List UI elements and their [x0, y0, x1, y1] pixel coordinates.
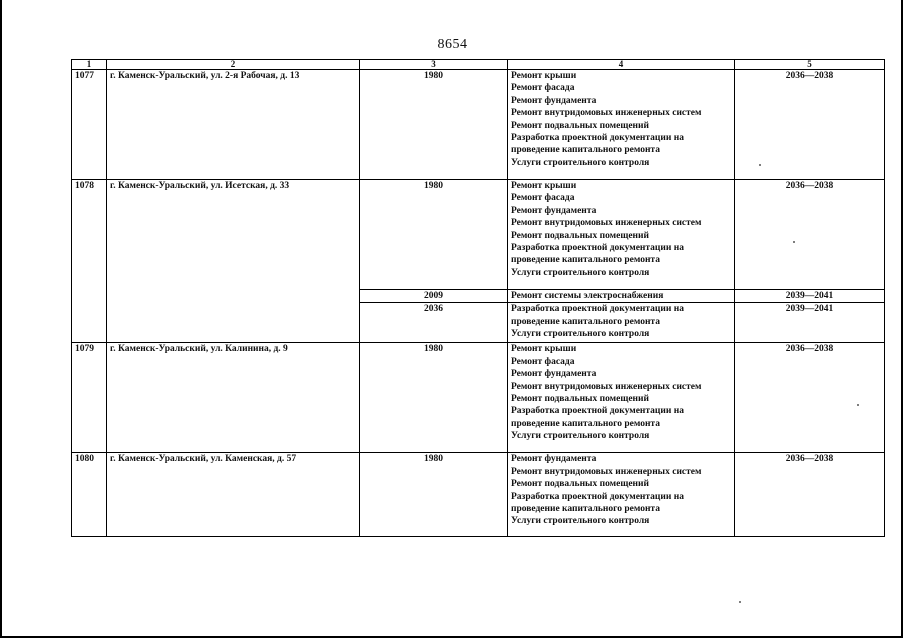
- work-item: Ремонт фундамента: [511, 454, 597, 465]
- period-cell: 2036—2038: [735, 180, 885, 290]
- works-cell: [508, 70, 735, 180]
- table-body: [72, 70, 885, 537]
- building-address: г. Каменск-Уральский, ул. Исетская, д. 33: [107, 180, 360, 343]
- works-cell: [508, 303, 735, 343]
- building-number: 1080: [72, 453, 107, 537]
- building-address: г. Каменск-Уральский, ул. Калинина, д. 9: [107, 343, 360, 453]
- work-item: Услуги строительного контроля: [511, 267, 650, 278]
- work-item: проведение капитального ремонта: [511, 255, 660, 266]
- work-item: Ремонт подвальных помещений: [511, 479, 649, 490]
- year-cell: 1980: [360, 180, 508, 290]
- period-cell: 2036—2038: [735, 453, 885, 537]
- work-item: Разработка проектной документации на: [511, 406, 684, 417]
- period-cell: 2039—2041: [735, 290, 885, 303]
- period-cell: 2036—2038: [735, 70, 885, 180]
- column-header-2: 2: [107, 60, 360, 70]
- work-item: Ремонт фасада: [511, 83, 575, 94]
- work-item: Ремонт фасада: [511, 356, 575, 367]
- works-cell: [508, 343, 735, 453]
- scan-speck: [793, 241, 795, 243]
- column-header-3: 3: [360, 60, 508, 70]
- work-item: Ремонт подвальных помещений: [511, 230, 649, 241]
- column-header-5: 5: [735, 60, 885, 70]
- work-item: Ремонт внутридомовых инженерных систем: [511, 381, 702, 392]
- building-address: г. Каменск-Уральский, ул. 2-я Рабочая, д. 13: [107, 70, 360, 180]
- works-cell: [508, 180, 735, 290]
- period-cell: 2039—2041: [735, 303, 885, 343]
- work-item: проведение капитального ремонта: [511, 316, 660, 327]
- work-item: Ремонт системы электроснабжения: [511, 291, 664, 301]
- work-item: Разработка проектной документации на: [511, 491, 684, 502]
- work-item: Ремонт фундамента: [511, 205, 597, 216]
- table-row: [72, 453, 885, 537]
- scan-speck: [759, 164, 761, 166]
- building-number: 1079: [72, 343, 107, 453]
- period-cell: 2036—2038: [735, 343, 885, 453]
- table-header-row: [72, 60, 885, 70]
- year-cell: 2036: [360, 303, 508, 343]
- work-item: Ремонт фундамента: [511, 95, 597, 106]
- year-cell: 1980: [360, 343, 508, 453]
- work-item: Ремонт крыши: [511, 344, 577, 355]
- work-item: Разработка проектной документации на: [511, 304, 684, 315]
- work-item: Услуги строительного контроля: [511, 431, 650, 442]
- work-item: проведение капитального ремонта: [511, 145, 660, 156]
- work-item: Услуги строительного контроля: [511, 516, 650, 527]
- work-item: проведение капитального ремонта: [511, 504, 660, 515]
- table-row: [72, 180, 885, 290]
- work-item: Разработка проектной документации на: [511, 133, 684, 144]
- work-item: Ремонт подвальных помещений: [511, 394, 649, 405]
- page-number: 8654: [437, 37, 468, 52]
- table-row: [72, 70, 885, 180]
- work-item: Ремонт крыши: [511, 71, 577, 81]
- works-cell: [508, 453, 735, 537]
- building-number: 1078: [72, 180, 107, 343]
- column-header-4: 4: [508, 60, 735, 70]
- work-item: Ремонт внутридомовых инженерных систем: [511, 466, 702, 477]
- building-number: 1077: [72, 70, 107, 180]
- year-cell: 2009: [360, 290, 508, 303]
- column-header-1: 1: [72, 60, 107, 70]
- work-item: Ремонт крыши: [511, 181, 577, 191]
- work-item: проведение капитального ремонта: [511, 418, 660, 429]
- work-item: Услуги строительного контроля: [511, 157, 650, 168]
- building-address: г. Каменск-Уральский, ул. Каменская, д. 57: [107, 453, 360, 537]
- year-cell: 1980: [360, 70, 508, 180]
- scan-speck: [857, 404, 859, 406]
- work-item: Услуги строительного контроля: [511, 329, 650, 340]
- repair-schedule-table: [71, 59, 885, 537]
- work-item: Ремонт внутридомовых инженерных систем: [511, 108, 702, 119]
- work-item: Ремонт подвальных помещений: [511, 120, 649, 131]
- work-item: Ремонт фундамента: [511, 369, 597, 380]
- year-cell: 1980: [360, 453, 508, 537]
- table-row: [72, 343, 885, 453]
- work-item: Разработка проектной документации на: [511, 243, 684, 254]
- work-item: Ремонт фасада: [511, 193, 575, 204]
- work-item: Ремонт внутридомовых инженерных систем: [511, 218, 702, 229]
- works-cell: [508, 290, 735, 303]
- scan-speck: [739, 601, 741, 603]
